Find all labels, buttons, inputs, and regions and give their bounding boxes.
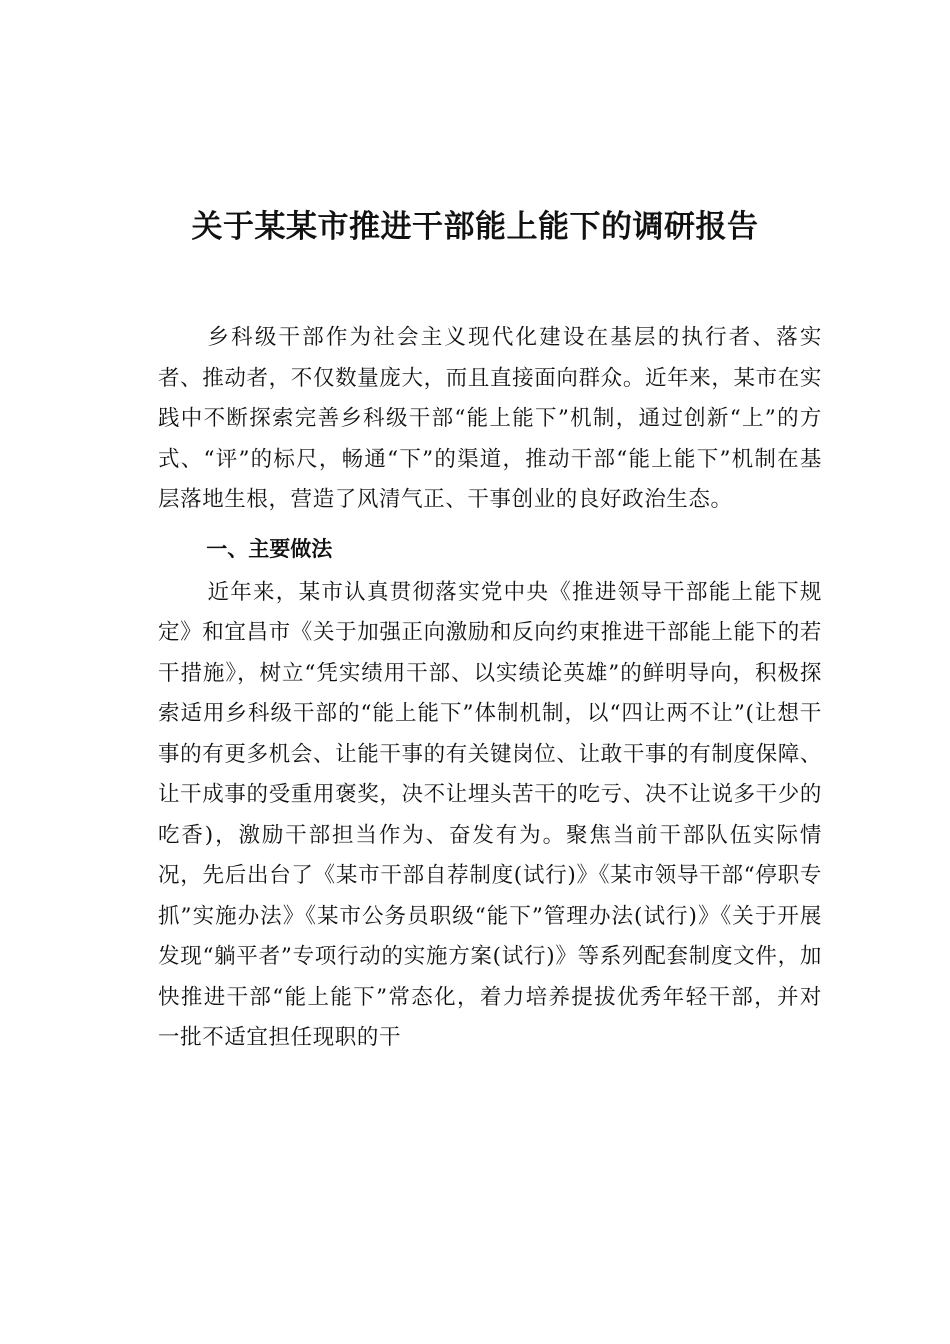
document-body xyxy=(158,318,822,1059)
section-paragraph: 近年来，某市认真贯彻落实党中央《推进领导干部能上能下规定》和宜昌市《关于加强正向激励和反向约束推进干部能上能下的若干措施》，树立“凭实绩用干部、以实绩论英雄”的鲜明导向，积极探索适用乡科级干部的“能上能下”体制机制，以“四让两不让”(让想干事的有更多机会、让能干事的有关键岗位、让敢干事的有制度保障、让干成事的受重用褒奖，决不让埋头苦干的吃亏、决不让说多干少的吃香)，激励干部担当作为、奋发有为。聚焦当前干部队伍实际情况，先后出台了《某市干部自荐制度(试行)》《某市领导干部“停职专抓”实施办法》《某市公务员职级“能下”管理办法(试行)》《关于开展发现“躺平者”专项行动的实施方案(试行)》等系列配套制度文件，加快推进干部“能上能下”常态化，着力培养提拔优秀年轻干部，并对一批不适宜担任现职的干 xyxy=(158,579,822,1050)
intro-paragraph: 乡科级干部作为社会主义现代化建设在基层的执行者、落实者、推动者，不仅数量庞大，而且直接面向群众。近年来，某市在实践中不断探索完善乡科级干部“能上能下”机制，通过创新“上”的方式、“评”的标尺，畅通“下”的渠道，推动干部“能上能下”机制在基层落地生根，营造了风清气正、干事创业的良好政治生态。 xyxy=(158,325,822,512)
section-heading-main-practices: 一、主要做法 xyxy=(206,536,333,561)
document-title: 关于某某市推进干部能上能下的调研报告 xyxy=(191,208,759,245)
